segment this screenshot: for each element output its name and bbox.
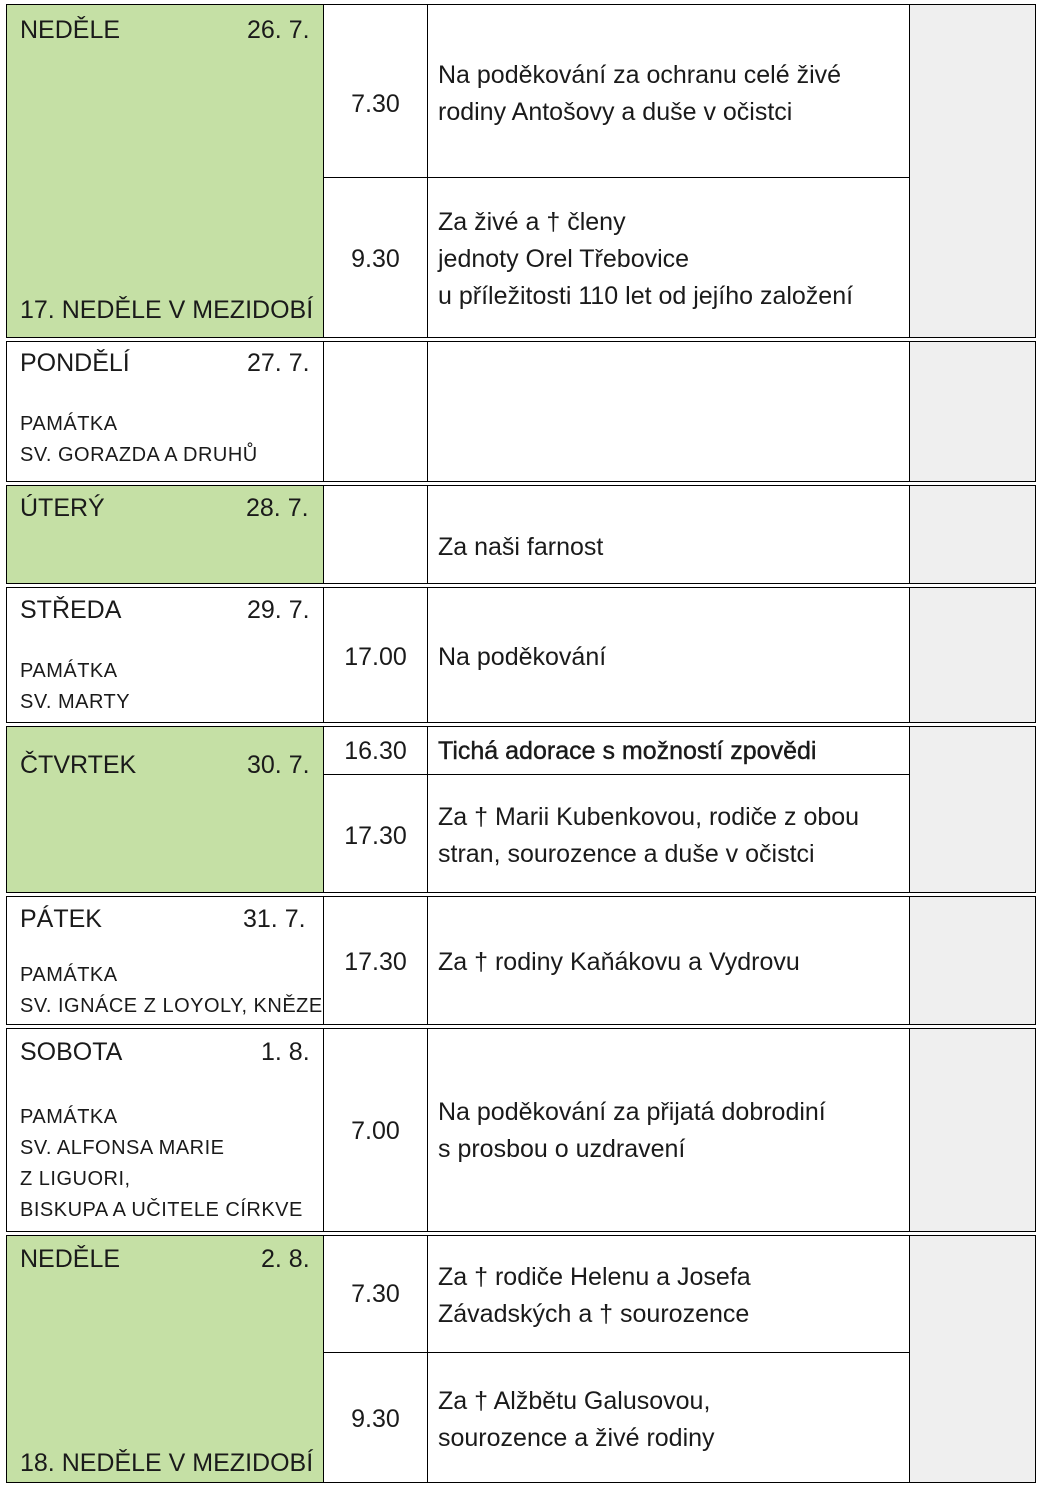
mass-intention [438,1094,826,1168]
mass-intention [438,639,606,676]
day-separator [6,1231,1036,1236]
day-date: 30. 7. [247,751,310,779]
mass-time: 17.30 [344,822,407,850]
mass-intention [438,1259,751,1333]
mass-separator [324,774,909,775]
feast-name [20,409,258,471]
notes-column-bg [910,726,1035,893]
intention-line: Za naši farnost [438,533,604,561]
mass-intention [438,529,603,566]
table-border [909,4,910,1483]
table-border [6,4,7,1483]
mass-intention [438,1383,715,1457]
feast-name [20,1102,303,1226]
notes-column-bg [910,341,1035,482]
mass-intention [438,733,816,770]
feast-line: SV. MARTY [20,691,131,713]
mass-intention [438,57,841,131]
mass-intention [438,204,853,315]
mass-time: 16.30 [344,737,407,765]
intention-line: Za † rodiny Kaňákovu a Vydrovu [438,948,800,976]
day-separator [6,1024,1036,1029]
day-cell-bg [7,5,324,338]
day-date: 28. 7. [246,494,309,522]
feast-name [20,656,130,718]
notes-column-bg [910,1028,1035,1232]
feast-line: BISKUPA A UČITELE CÍRKVE [20,1199,303,1221]
day-name: NEDĚLE [20,16,121,44]
mass-separator [324,177,909,178]
intention-line: Na poděkování za ochranu celé živé [438,61,842,89]
intention-line: sourozence a živé rodiny [438,1424,715,1452]
intention-line: s prosbou o uzdravení [438,1135,686,1163]
day-separator [6,892,1036,897]
notes-column-bg [910,5,1035,338]
mass-time: 7.30 [351,90,400,118]
feast-line: PAMÁTKA [20,660,118,682]
intention-line: Za živé a † členy [438,208,626,236]
mass-time: 9.30 [351,245,400,273]
intention-line: Za † Alžbětu Galusovou, [438,1387,711,1415]
day-date: 2. 8. [261,1245,310,1273]
day-name: PONDĚLÍ [20,349,130,377]
feast-line: PAMÁTKA [20,413,118,435]
feast-line: Z LIGUORI, [20,1168,131,1190]
feast-line: SV. GORAZDA A DRUHŮ [20,444,258,466]
intention-line: stran, sourozence a duše v očistci [438,840,815,868]
day-name: STŘEDA [20,596,122,624]
day-date: 27. 7. [247,349,310,377]
day-date: 29. 7. [247,596,310,624]
notes-column-bg [910,485,1035,584]
intention-line: Tichá adorace s možností zpovědi [438,737,817,765]
intention-line: Závadských a † sourozence [438,1300,750,1328]
intention-line: rodiny Antošovy a duše v očistci [438,98,793,126]
mass-separator [324,1352,909,1353]
mass-time: 9.30 [351,1405,400,1433]
day-separator [6,583,1036,588]
feast-line: SV. ALFONSA MARIE [20,1137,225,1159]
mass-intention [438,944,800,981]
mass-time: 17.30 [344,948,407,976]
day-separator [6,337,1036,342]
notes-column-bg [910,587,1035,723]
day-separator [6,481,1036,486]
day-separator [6,722,1036,727]
feast-line: SV. IGNÁCE Z LOYOLY, KNĚZE [20,995,323,1017]
notes-column-bg [910,896,1035,1025]
table-border [427,4,428,1483]
day-name: ČTVRTEK [20,751,137,779]
feast-name: 18. NEDĚLE V MEZIDOBÍ [20,1449,314,1477]
intention-line: u příležitosti 110 let od jejího založení [438,282,854,310]
intention-line: Za † rodiče Helenu a Josefa [438,1263,751,1291]
day-name: SOBOTA [20,1038,123,1066]
day-name: ÚTERÝ [20,494,105,522]
table-border [6,1482,1036,1483]
feast-name [20,960,323,1022]
intention-line: Na poděkování [438,643,607,671]
intention-line: jednoty Orel Třebovice [438,245,690,273]
feast-line: PAMÁTKA [20,1106,118,1128]
feast-line: PAMÁTKA [20,964,118,986]
feast-name: 17. NEDĚLE V MEZIDOBÍ [20,296,314,324]
mass-time: 17.00 [344,643,407,671]
mass-intention [438,799,859,873]
mass-time: 7.00 [351,1117,400,1145]
table-border [1035,4,1036,1483]
notes-column-bg [910,1235,1035,1482]
mass-time: 7.30 [351,1280,400,1308]
intention-line: Na poděkování za přijatá dobrodiní [438,1098,826,1126]
day-date: 1. 8. [261,1038,310,1066]
day-name: PÁTEK [20,905,102,933]
intention-line: Za † Marii Kubenkovou, rodiče z obou [438,803,860,831]
day-date: 31. 7. [243,905,306,933]
day-name: NEDĚLE [20,1245,121,1273]
day-date: 26. 7. [247,16,310,44]
table-border [6,4,1036,5]
